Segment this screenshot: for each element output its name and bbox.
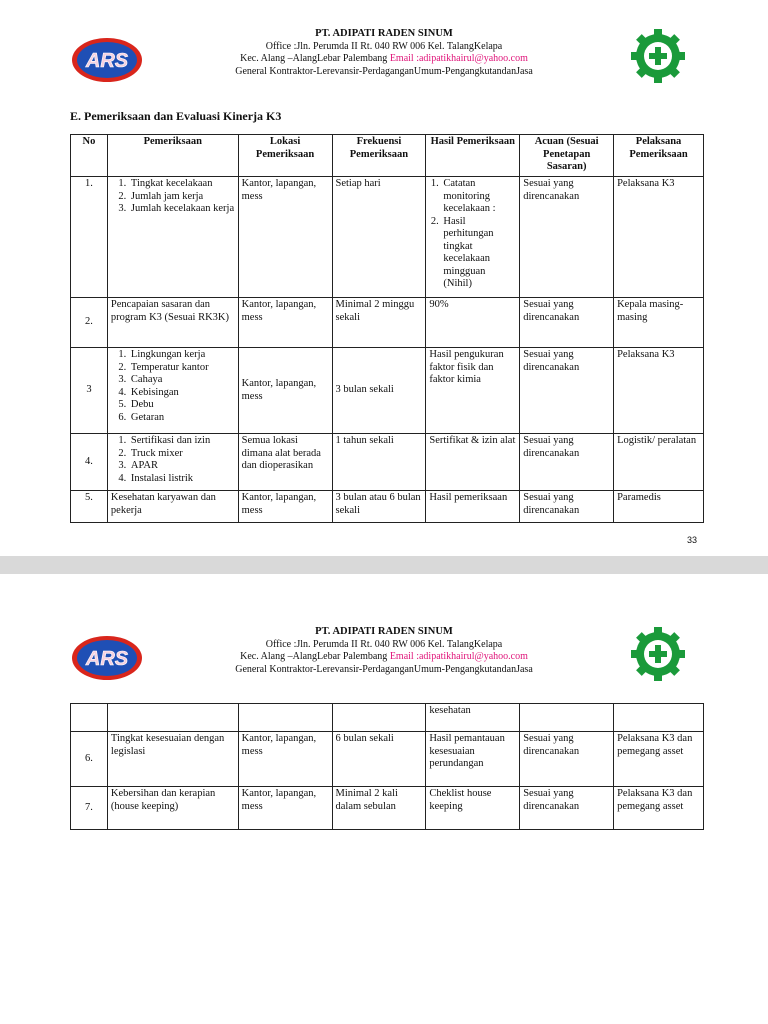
col-header-acuan: Acuan (Sesuai Penetapan Sasaran) — [520, 135, 614, 177]
row-number: 3 — [71, 348, 108, 434]
letterhead — [0, 626, 768, 686]
acuan-cell: Sesuai yang direncanakan — [520, 787, 614, 830]
hasil-cell: Hasil pemantauan kesesuaian perundangan — [426, 732, 520, 787]
row-number: 6. — [71, 732, 108, 787]
letterhead — [0, 28, 768, 88]
list-item: 5. Debu — [129, 399, 235, 412]
col-header-pemeriksaan: Pemeriksaan — [107, 135, 238, 177]
page-number: 33 — [686, 535, 697, 545]
list-item: 1. Lingkungan kerja — [129, 349, 235, 362]
hasil-cell: Sertifikat & izin alat — [426, 434, 520, 491]
acuan-cell: Sesuai yang direncanakan — [520, 348, 614, 434]
acuan-cell: Sesuai yang direncanakan — [520, 434, 614, 491]
pemeriksaan-cell: Tingkat kesesuaian dengan legislasi — [107, 732, 238, 787]
list-item: 4. Kebisingan — [129, 387, 235, 400]
hasil-cell: Hasil pengukuran faktor fisik dan faktor kimia — [426, 348, 520, 434]
frekuensi-cell: Minimal 2 minggu sekali — [332, 298, 426, 348]
table-row — [71, 348, 704, 434]
office-address: Office :Jln. Perumda II Rt. 040 RW 006 Kel. TalangKelapa — [265, 638, 503, 650]
list-item: 2. Truck mixer — [129, 448, 235, 461]
company-name: PT. ADIPATI RADEN SINUM — [315, 626, 453, 637]
row-number: 1. — [71, 177, 108, 298]
list-item: 6. Getaran — [129, 412, 235, 425]
hasil-cell: 90% — [426, 298, 520, 348]
col-header-lokasi: Lokasi Pemeriksaan — [238, 135, 332, 177]
col-header-hasil: Hasil Pemeriksaan — [426, 135, 520, 177]
frekuensi-cell: Minimal 2 kali dalam sebulan — [332, 787, 426, 830]
acuan-cell: Sesuai yang direncanakan — [520, 732, 614, 787]
table-row — [71, 491, 704, 523]
pemeriksaan-cell — [107, 177, 238, 298]
office-address: Office :Jln. Perumda II Rt. 040 RW 006 Kel. TalangKelapa — [265, 40, 503, 52]
acuan-cell: Sesuai yang direncanakan — [520, 298, 614, 348]
email-link[interactable]: Email :adipatikhairul@yahoo.com — [389, 651, 528, 662]
pemeriksaan-cell: Kebersihan dan kerapian (house keeping) — [107, 787, 238, 830]
row-number: 5. — [71, 491, 108, 523]
svg-text:ARS: ARS — [85, 50, 129, 72]
pelaksana-cell: Pelaksana K3 dan pemegang asset — [614, 787, 704, 830]
list-item: 2. Jumlah jam kerja — [129, 191, 235, 204]
table-header-row — [71, 135, 704, 177]
list-item: 4. Instalasi listrik — [129, 473, 235, 486]
email-link[interactable]: Email :adipatikhairul@yahoo.com — [389, 53, 528, 64]
frekuensi-cell: 3 bulan sekali — [332, 348, 426, 434]
table-row — [71, 434, 704, 491]
frekuensi-cell: 3 bulan atau 6 bulan sekali — [332, 491, 426, 523]
row-number: 2. — [71, 298, 108, 348]
lokasi-cell: Kantor, lapangan, mess — [238, 177, 332, 298]
lokasi-cell: Semua lokasi dimana alat berada dan dioperasikan — [238, 434, 332, 491]
table-row — [71, 177, 704, 298]
hasil-cell: Hasil pemeriksaan — [426, 491, 520, 523]
lokasi-cell: Kantor, lapangan, mess — [238, 298, 332, 348]
k3-evaluation-table-continued — [70, 703, 704, 830]
hasil-cell: Cheklist house keeping — [426, 787, 520, 830]
list-item: 3. APAR — [129, 460, 235, 473]
pelaksana-cell: Kepala masing-masing — [614, 298, 704, 348]
table-row — [71, 704, 704, 732]
acuan-cell: Sesuai yang direncanakan — [520, 177, 614, 298]
document-page-2 — [0, 574, 768, 1024]
address-email-line: Kec. Alang –AlangLebar Palembang Email :adipatikhairul@yahoo.com — [240, 651, 528, 662]
k3-evaluation-table — [70, 134, 704, 523]
hasil-cell: kesehatan — [426, 704, 520, 732]
list-item: 2. Hasil perhitungan tingkat kecelakaan mingguan (Nihil) — [441, 216, 516, 291]
business-line: General Kontraktor-Lerevansir-PerdaganganUmum-PengangkutandanJasa — [235, 65, 533, 77]
row-number: 7. — [71, 787, 108, 830]
pemeriksaan-cell: Kesehatan karyawan dan pekerja — [107, 491, 238, 523]
list-item: 1. Sertifikasi dan izin — [129, 435, 235, 448]
lokasi-cell: Kantor, lapangan, mess — [238, 732, 332, 787]
lokasi-cell: Kantor, lapangan, mess — [238, 787, 332, 830]
svg-text:ARS: ARS — [85, 648, 129, 670]
pemeriksaan-cell — [107, 434, 238, 491]
frekuensi-cell: 6 bulan sekali — [332, 732, 426, 787]
pemeriksaan-cell — [107, 348, 238, 434]
row-number: 4. — [71, 434, 108, 491]
list-item: 1. Tingkat kecelakaan — [129, 178, 235, 191]
frekuensi-cell: 1 tahun sekali — [332, 434, 426, 491]
address-email-line: Kec. Alang –AlangLebar Palembang Email :adipatikhairul@yahoo.com — [240, 53, 528, 64]
frekuensi-cell: Setiap hari — [332, 177, 426, 298]
col-header-frekuensi: Frekuensi Pemeriksaan — [332, 135, 426, 177]
k3-safety-gear-icon — [630, 626, 686, 682]
list-item: 2. Temperatur kantor — [129, 362, 235, 375]
lokasi-cell: Kantor, lapangan, mess — [238, 348, 332, 434]
col-header-no: No — [71, 135, 108, 177]
pelaksana-cell: Pelaksana K3 — [614, 348, 704, 434]
business-line: General Kontraktor-Lerevansir-PerdaganganUmum-PengangkutandanJasa — [235, 663, 533, 675]
lokasi-cell: Kantor, lapangan, mess — [238, 491, 332, 523]
section-title: E. Pemeriksaan dan Evaluasi Kinerja K3 — [70, 109, 282, 123]
list-item: 3. Jumlah kecelakaan kerja — [129, 203, 235, 216]
acuan-cell: Sesuai yang direncanakan — [520, 491, 614, 523]
col-header-pelaksana: Pelaksana Pemeriksaan — [614, 135, 704, 177]
page-separator — [0, 556, 768, 574]
k3-safety-gear-icon — [630, 28, 686, 84]
hasil-cell — [426, 177, 520, 298]
table-row — [71, 732, 704, 787]
pelaksana-cell: Pelaksana K3 — [614, 177, 704, 298]
pelaksana-cell: Logistik/ peralatan — [614, 434, 704, 491]
table-row — [71, 298, 704, 348]
pelaksana-cell: Paramedis — [614, 491, 704, 523]
pelaksana-cell: Pelaksana K3 dan pemegang asset — [614, 732, 704, 787]
table-row — [71, 787, 704, 830]
company-name: PT. ADIPATI RADEN SINUM — [315, 28, 453, 39]
pemeriksaan-cell: Pencapaian sasaran dan program K3 (Sesuai RK3K) — [107, 298, 238, 348]
list-item: 1. Catatan monitoring kecelakaan : — [441, 178, 516, 216]
list-item: 3. Cahaya — [129, 374, 235, 387]
